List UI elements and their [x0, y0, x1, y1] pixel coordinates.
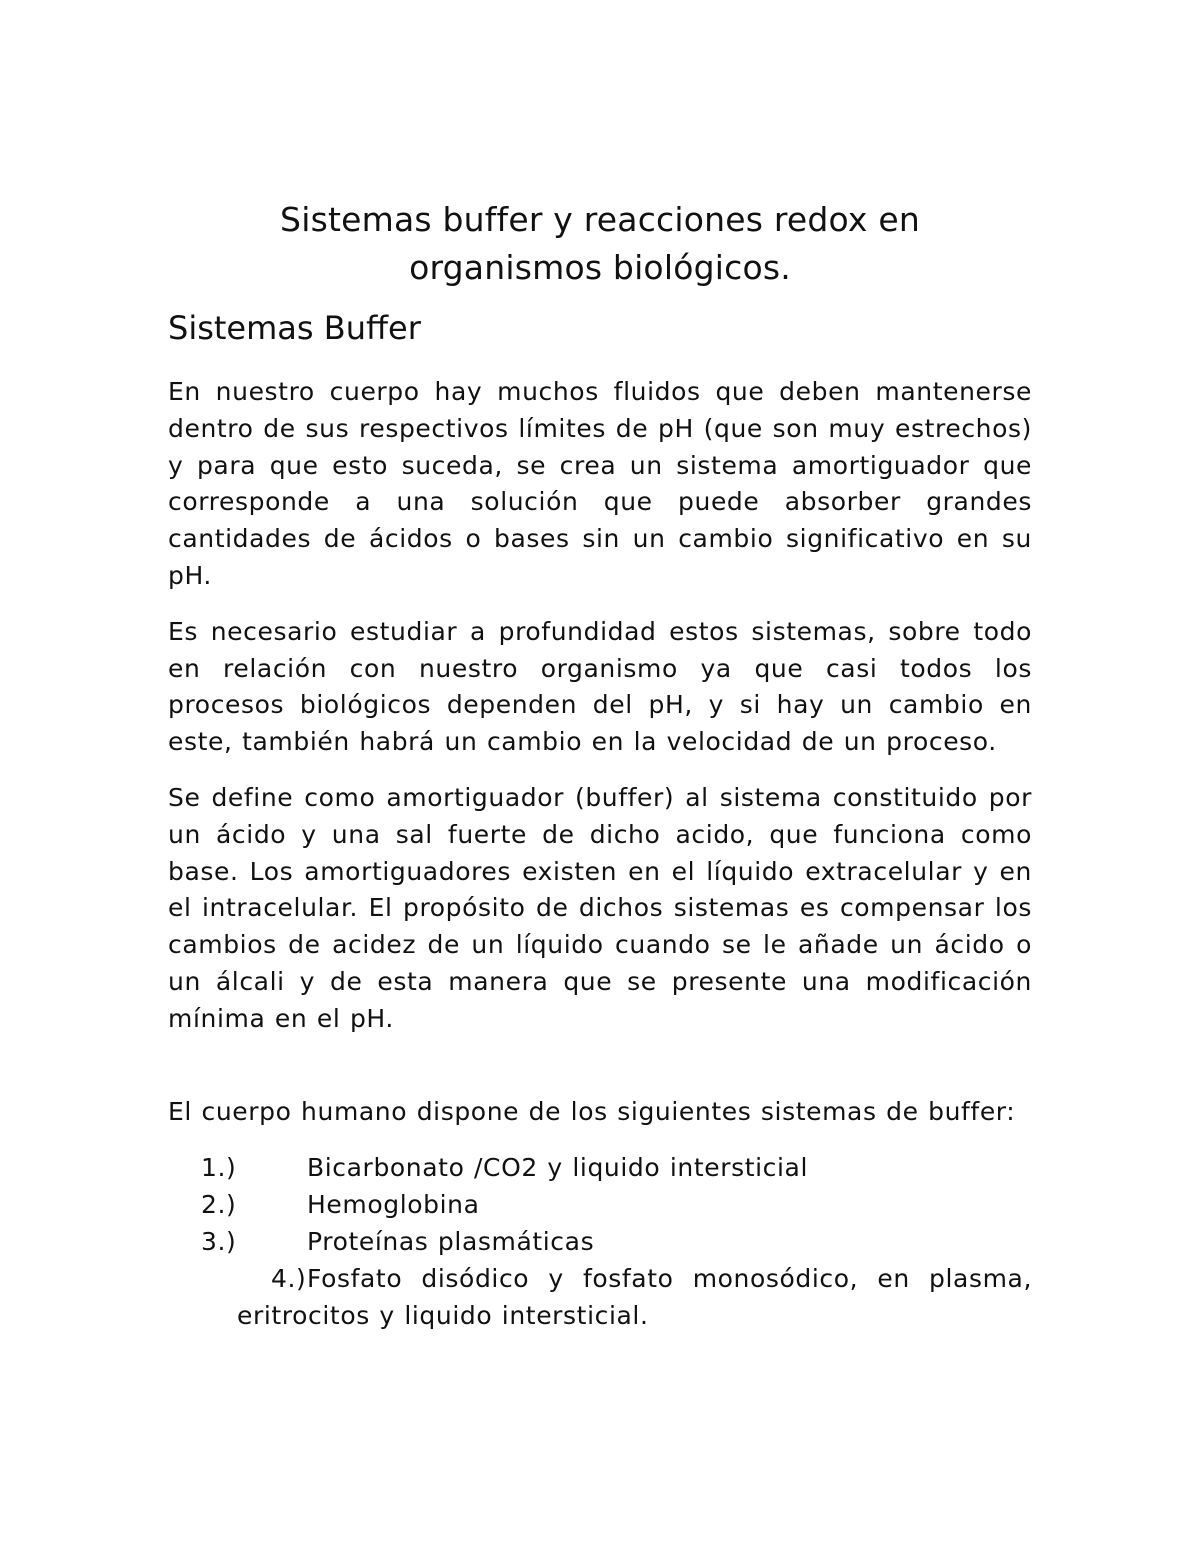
- document-title: [168, 196, 1032, 292]
- document-body: [168, 196, 1032, 1334]
- buffer-systems-list: [168, 1150, 1032, 1334]
- list-item-number: 2.): [201, 1190, 237, 1220]
- list-item-number: 1.): [201, 1153, 237, 1183]
- list-item-text: Fosfato disódico y fosfato monosódico, en plasma, eritrocitos y liquido intersticial.: [237, 1263, 1032, 1330]
- section-heading: Sistemas Buffer: [168, 309, 421, 347]
- list-item-number: 3.): [201, 1226, 237, 1256]
- list-item-text: Proteínas plasmáticas: [307, 1226, 595, 1256]
- list-item-text: Bicarbonato /CO2 y liquido intersticial: [307, 1153, 809, 1183]
- document-title-line-1: Sistemas buffer y reacciones redox en: [280, 200, 920, 239]
- list-item: [168, 1261, 1032, 1335]
- list-item-text: Hemoglobina: [307, 1190, 480, 1220]
- list-item-number: 4.): [271, 1263, 307, 1293]
- paragraph-study: Es necesario estudiar a profundidad estos sistemas, sobre todo en relación con nuestro organismo ya que casi todos los procesos biológicos dependen del pH, y si hay un cambio en este, también habrá un cambio en la velocidad de un proceso.: [168, 616, 1032, 757]
- list-item: [168, 1224, 1032, 1261]
- paragraph-definition: Se define como amortiguador (buffer) al sistema constituido por un ácido y una sal fuerte de dicho acido, que funciona como base. Los amortiguadores existen en el líquido extracelular y en el intracelular. El propósito de dichos sistemas es compensar los cambios de acidez de un líquido cuando se le añade un ácido o un álcali y de esta manera que se presente una modificación mínima en el pH.: [168, 782, 1032, 1033]
- paragraph-intro: En nuestro cuerpo hay muchos fluidos que deben mantenerse dentro de sus respectivos límites de pH (que son muy estrechos) y para que esto suceda, se crea un sistema amortiguador que corresponde a una solución que puede absorber grandes cantidades de ácidos o bases sin un cambio significativo en su pH.: [168, 377, 1032, 590]
- list-item: [168, 1150, 1032, 1187]
- paragraph-list-intro: El cuerpo humano dispone de los siguientes sistemas de buffer:: [168, 1096, 1016, 1126]
- list-item: [168, 1187, 1032, 1224]
- document-title-line-2: organismos biológicos.: [409, 248, 791, 287]
